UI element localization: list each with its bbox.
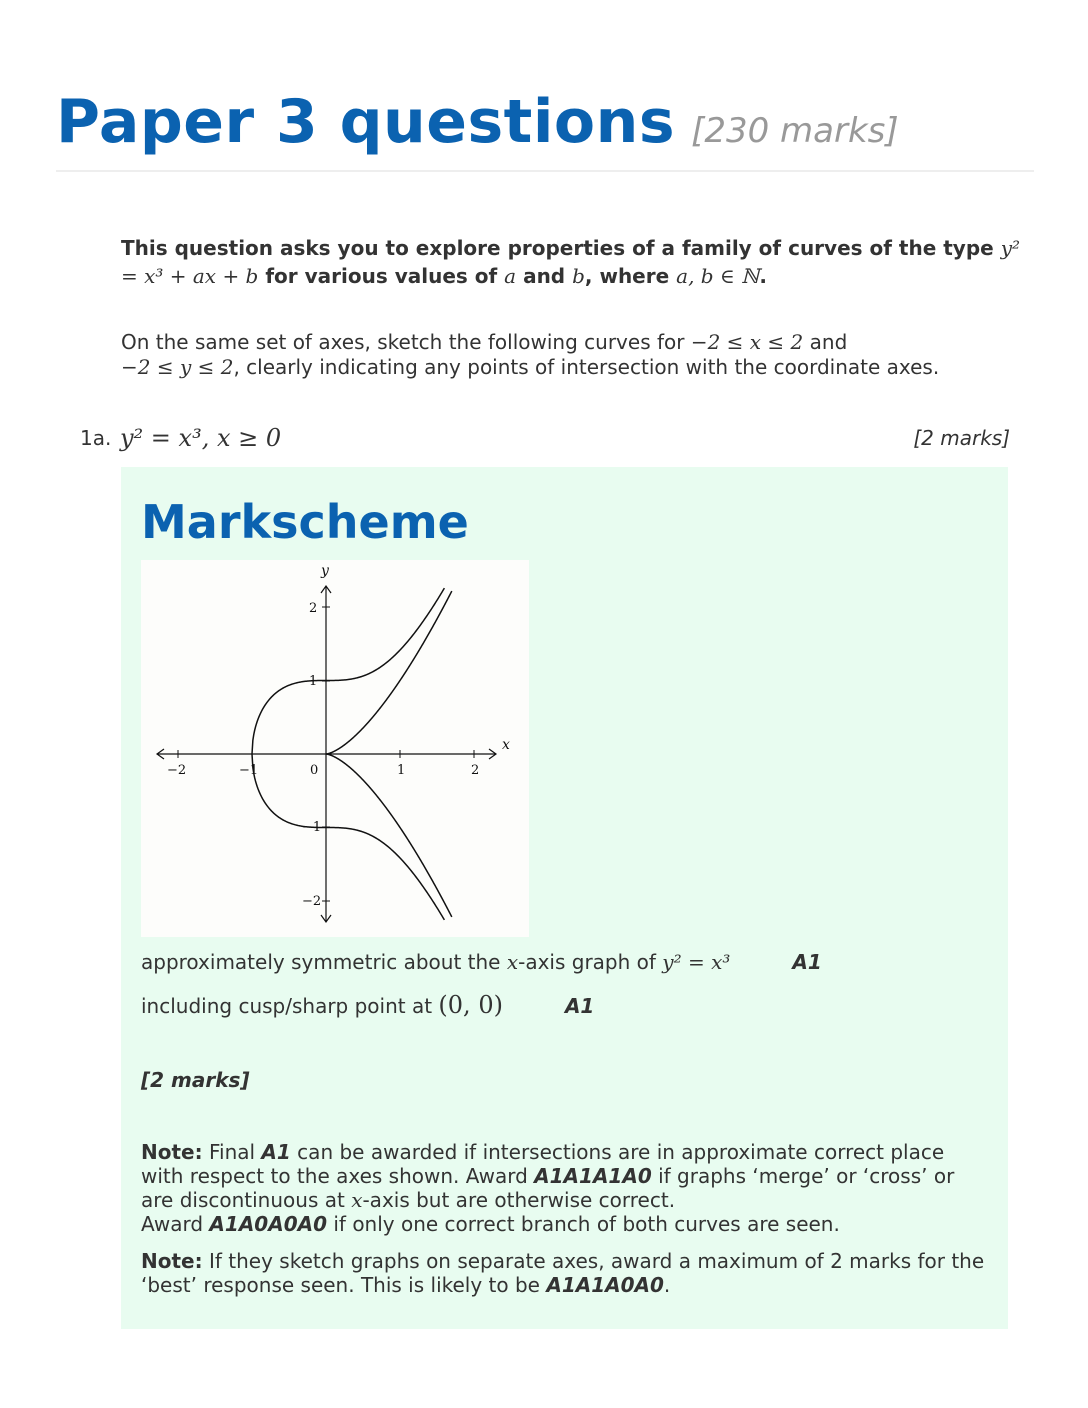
curve-shifted-lower	[252, 754, 444, 920]
question-number: 1a.	[80, 426, 112, 450]
curve-cusp-upper	[326, 591, 452, 754]
markscheme-text: approximately symmetric about the	[141, 950, 507, 974]
x-range: −2 ≤ x ≤ 2	[690, 330, 804, 354]
question-marks: [2 marks]	[913, 426, 1010, 450]
note-text: Final	[202, 1140, 262, 1164]
page-title: Paper 3 questions	[56, 87, 676, 157]
curve-shifted-upper	[252, 588, 444, 754]
question-intro	[121, 234, 1021, 290]
curve-cusp-lower	[326, 754, 452, 917]
award-code: A1A1A1A0	[534, 1164, 652, 1188]
note-text: if only one correct branch of both curves are seen.	[327, 1212, 840, 1236]
note-1	[141, 1140, 991, 1236]
award-code: A1	[564, 994, 595, 1018]
markscheme-total-marks: [2 marks]	[141, 1068, 250, 1092]
note-text: can be awarded if intersections are in approximate correct place with respect to the axes shown. Award	[141, 1140, 945, 1188]
question-row	[80, 424, 1010, 458]
question-expression: y² = x³, x ≥ 0	[120, 424, 282, 452]
x-tick-label: 1	[397, 763, 406, 778]
y-tick-label: 2	[309, 601, 318, 616]
award-code: A1A0A0A0	[209, 1212, 327, 1236]
note-label: Note:	[141, 1249, 203, 1273]
award-code: A1A1A0A0	[546, 1273, 664, 1297]
math-var-x: x	[506, 950, 519, 974]
x-axis-label: x	[502, 737, 510, 753]
intro-text: , where	[584, 264, 677, 288]
note-text: if graphs ‘merge’ or ‘cross’ or are discontinuous at	[141, 1164, 955, 1212]
instructions-text: , clearly indicating any points of intersection with the coordinate axes.	[233, 355, 940, 379]
intro-text: for various values of	[258, 264, 505, 288]
intro-equation: y² = x³ + ax + b	[121, 236, 1021, 288]
markscheme-text: -axis graph of	[518, 950, 663, 974]
math-point: (0, 0)	[438, 991, 503, 1019]
intro-text: .	[759, 264, 767, 288]
markscheme-panel	[121, 467, 1008, 1329]
x-tick-label: −1	[239, 763, 259, 778]
note-text: Award	[141, 1212, 210, 1236]
x-tick-label: −2	[167, 763, 187, 778]
intro-text: and	[516, 264, 573, 288]
note-2	[141, 1249, 991, 1297]
note-text: -axis but are otherwise correct.	[362, 1188, 676, 1212]
total-marks: [230 marks]	[691, 111, 899, 151]
instructions-text: On the same set of axes, sketch the following curves for	[121, 330, 691, 354]
intro-var-b: b	[572, 264, 585, 288]
award-code: A1	[261, 1140, 291, 1164]
y-tick-label: −1	[302, 820, 322, 835]
markscheme-title: Markscheme	[141, 495, 469, 549]
graph-svg	[141, 560, 529, 937]
y-axis-label: y	[321, 563, 329, 579]
markscheme-point-1	[141, 950, 822, 974]
markscheme-point-2	[141, 991, 594, 1019]
intro-condition: a, b ∈ ℕ	[676, 264, 760, 288]
question-instructions	[121, 330, 1021, 380]
note-text: If they sketch graphs on separate axes, award a maximum of 2 marks for the ‘best’ response seen. This is likely to be	[141, 1249, 985, 1297]
instructions-text: and	[803, 330, 848, 354]
award-code: A1	[792, 950, 822, 974]
note-label: Note:	[141, 1140, 203, 1164]
page-header	[56, 86, 1034, 172]
y-tick-label: −2	[302, 894, 322, 909]
markscheme-graph	[141, 560, 529, 937]
note-text: .	[663, 1273, 671, 1297]
x-tick-label: 2	[471, 763, 480, 778]
y-range: −2 ≤ y ≤ 2	[121, 355, 234, 379]
y-tick-label: 1	[309, 674, 318, 689]
math-var-x: x	[351, 1188, 363, 1212]
x-tick-label: 0	[310, 763, 319, 778]
intro-var-a: a	[504, 264, 517, 288]
math-equation: y² = x³	[662, 950, 731, 974]
intro-text: This question asks you to explore properties of a family of curves of the type	[121, 236, 1001, 260]
markscheme-text: including cusp/sharp point at	[141, 994, 439, 1018]
